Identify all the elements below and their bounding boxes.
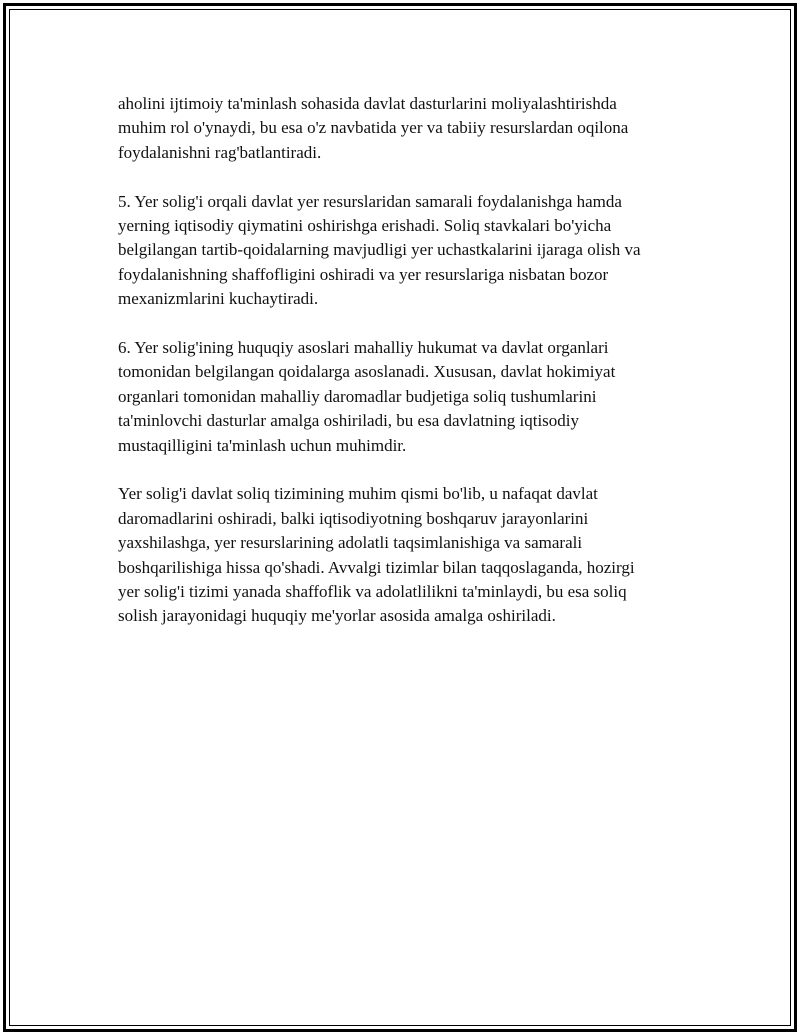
paragraph-conclusion [118,482,690,628]
text-line: foydalanishni rag'batlantiradi. [118,142,322,162]
paragraph-point-5 [118,190,690,312]
text-line: aholini ijtimoiy ta'minlash sohasida davlat dasturlarini moliyalashtirishda [118,94,617,113]
text-line: ta'minlovchi dasturlar amalga oshiriladi, bu esa davlatning iqtisodiy [118,411,580,431]
text-line: belgilangan tartib-qoidalarning mavjudligi yer uchastkalarini ijaraga olish va [118,240,641,260]
text-line: tomonidan belgilangan qoidalarga asoslanadi. Xususan, davlat hokimiyat [118,362,616,382]
text-line: boshqarilishiga hissa qo'shadi. Avvalgi tizimlar bilan taqqoslaganda, hozirgi [118,557,635,577]
text-line: yer solig'i tizimi yanada shaffoflik va adolatlilikni ta'minlaydi, bu esa soliq [118,582,627,602]
text-line: solish jarayonidagi huquqiy me'yorlar asosida amalga oshiriladi. [118,606,556,626]
paragraph-point-6 [118,336,690,458]
text-line: yerning iqtisodiy qiymatini oshirishga erishadi. Soliq stavkalari bo'yicha [118,216,612,236]
text-line: 5. Yer solig'i orqali davlat yer resurslaridan samarali foydalanishga hamda [118,191,622,211]
text-line: muhim rol o'ynaydi, bu esa o'z navbatida yer va tabiiy resurslardan oqilona [118,118,629,138]
text-line: 6. Yer solig'ining huquqiy asoslari mahalliy hukumat va davlat organlari [118,338,609,358]
text-line: Yer solig'i davlat soliq tizimining muhim qismi bo'lib, u nafaqat davlat [118,484,598,504]
text-line: foydalanishning shaffofligini oshiradi va yer resurslariga nisbatan bozor [118,264,609,284]
text-line: daromadlarini oshiradi, balki iqtisodiyotning boshqaruv jarayonlarini [118,508,589,528]
text-line: organlari tomonidan mahalliy daromadlar budjetiga soliq tushumlarini [118,386,597,406]
paragraph-continuation [118,92,690,165]
text-line: mexanizmlarini kuchaytiradi. [118,289,319,309]
document-body [118,92,690,653]
text-line: mustaqilligini ta'minlash uchun muhimdir. [118,435,407,455]
text-line: yaxshilashga, yer resurslarining adolatli taqsimlanishiga va samarali [118,533,583,553]
